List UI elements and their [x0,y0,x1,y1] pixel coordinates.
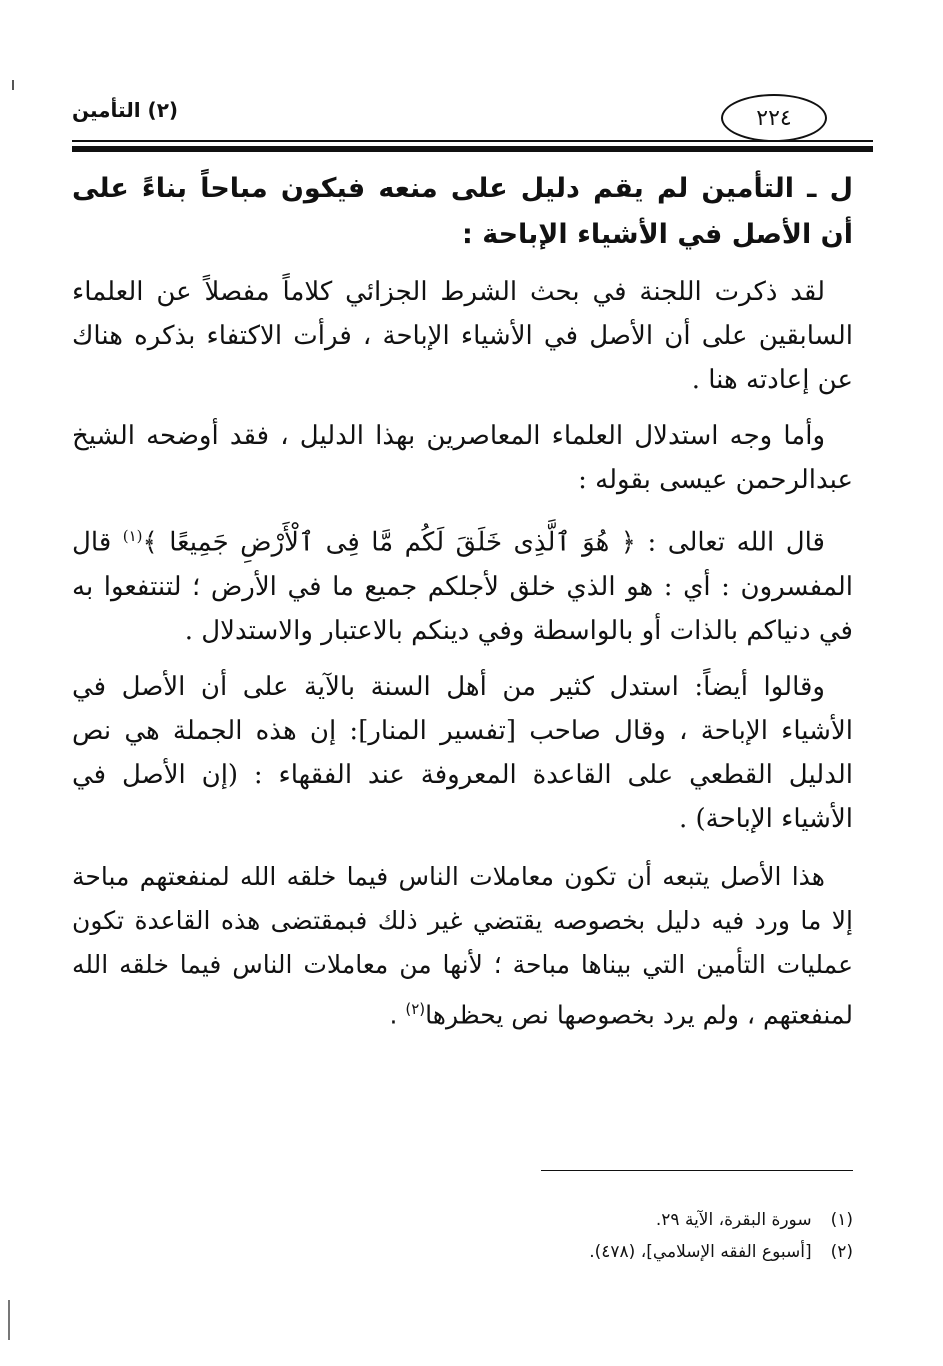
footnote-number: (١) [830,1210,853,1230]
footnote-item [589,1204,853,1236]
page-header [72,96,873,156]
quran-verse: قال الله تعالى : ﴿ هُوَ ٱلَّذِى خَلَقَ لَكُم مَّا فِى ٱلْأَرْضِ جَمِيعًا ﴾ [142,527,825,558]
conclusion-paragraph [72,855,853,1037]
footnote-number: (٢) [830,1242,853,1262]
header-rule-thin [72,140,873,142]
paragraph: وقالوا أيضاً: استدل كثير من أهل السنة بالآية على أن الأصل في الأشياء الإباحة ، وقال صاحب [تفسير المنار]: إن هذه الجملة هي نص الدليل القطعي على القاعدة المعروفة عند الفقهاء : (إن الأصل في الأشياء الإباحة) . [72,671,854,834]
section-heading: ل ـ التأمين لم يقم دليل على منعه فيكون مباحاً بناءً على أن الأصل في الأشياء الإباحة : [72,173,853,250]
header-rule-thick [72,146,873,152]
footnote-text: [أسبوع الفقه الإسلامي]، (٤٧٨). [589,1242,812,1262]
scan-mark [8,1300,10,1340]
footnote-ref: (٢) [405,999,426,1018]
running-title: (٢) التأمين [72,98,179,122]
paragraph: وأما وجه استدلال العلماء المعاصرين بهذا الدليل ، فقد أوضحه الشيخ عبدالرحمن عيسى بقوله : [72,421,853,495]
footnote-separator [541,1170,853,1171]
paragraph-text: هذا الأصل يتبعه أن تكون معاملات الناس فيما خلقه الله لمنفعتهم مباحة إلا ما ورد فيه دليل بخصوصه يقتضي غير ذلك فبمقتضى هذه القاعدة تكون عمليات التأمين التي بيناها مباحة ؛ لأنها من معاملات الناس فيما خلقه الله لمنفعتهم ، ولم يرد بخصوصها نص يحظرها [72,861,853,1029]
footnote-ref: (١) [122,527,143,545]
footnotes [589,1204,853,1268]
quran-paragraph [72,514,853,653]
paragraph-text: قال المفسرون : أي : هو الذي خلق لأجلكم جميع ما في الأرض ؛ لتنتفعوا به في دنياكم بالذات أو بالواسطة وفي دينكم بالاعتبار والاستدلال . [72,527,853,646]
page-body [72,166,853,1049]
footnote-item [589,1236,853,1268]
paragraph: لقد ذكرت اللجنة في بحث الشرط الجزائي كلاماً مفصلاً عن العلماء السابقين على أن الأصل في الأشياء الإباحة ، فرأت الاكتفاء بذكره هناك عن إعادته هنا . [72,277,853,395]
scan-mark [12,80,14,90]
paragraph-end: . [389,999,406,1029]
footnote-text: سورة البقرة، الآية ٢٩. [655,1210,812,1230]
page-number: ٢٢٤ [721,94,827,142]
